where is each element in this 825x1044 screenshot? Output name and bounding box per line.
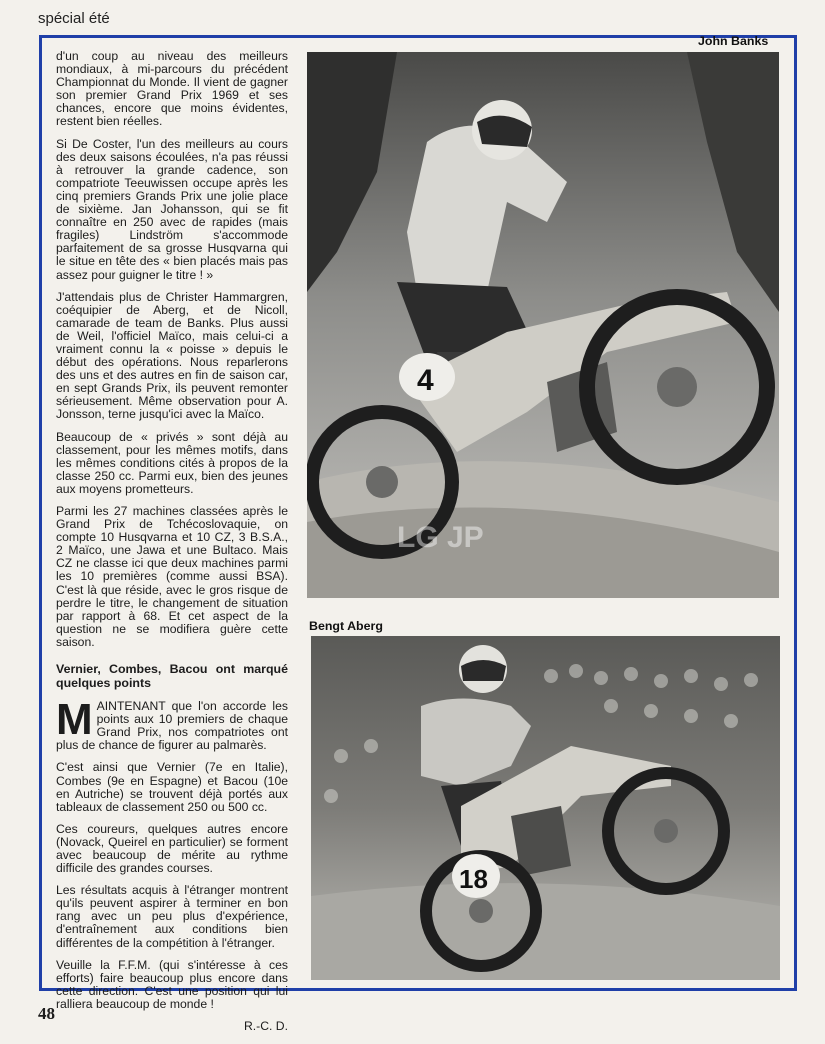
- paragraph: Si De Coster, l'un des meilleurs au cours des deux saisons écoulées, n'a pas réussi à retrouver la grande cadence, son compatriote Teeuwissen occupe après les cinq premiers Grands Prix une jolie place de sixième. Jan Johansson, qui se fit connaître en 250 avec de rapides (mais fragiles) Lindström s'accommode parfaitement de sa grosse Husqvarna qui le situe en tête des « bien placés mais pas assez pour guigner le titre ! »: [56, 136, 288, 282]
- paragraph: Parmi les 27 machines classées après le Grand Prix de Tchécoslovaquie, on compte 10 Husqvarna et 10 CZ, 3 B.S.A., 2 Maïco, une Jawa et une Bultaco. Mais CZ ne classe ici que deux machines parmi les 10 premières (comme aussi BSA). C'est là que réside, avec le gros risque de perdre le titre, le changement de situation par rapport à 68. Et cet aspect de la question ne se modifiera guère cette saison.: [56, 504, 288, 649]
- race-number-top: 4: [417, 364, 434, 397]
- author-signature: R.-C. D.: [243, 1019, 288, 1033]
- watermark: LG JP: [397, 521, 484, 554]
- paragraph: Ces coureurs, quelques autres encore (Novack, Queirel en particulier) se forment avec beaucoup de mérite au rythme difficile des grandes courses.: [56, 821, 288, 876]
- photo-caption-top: John Banks: [698, 34, 769, 48]
- photo-bengt-aberg: [311, 636, 780, 980]
- page-number: 48: [38, 1004, 55, 1023]
- drop-cap: M: [56, 695, 93, 745]
- race-number-bottom: 18: [459, 864, 488, 894]
- paragraph: Veuille la F.F.M. (qui s'intéresse à ces efforts) faire beaucoup plus encore dans cette direction. C'est une position qui lui ralliera beaucoup de monde !: [56, 957, 288, 1011]
- paragraph: Beaucoup de « privés » sont déjà au classement, pour les mêmes motifs, dans les mêmes conditions cités à propos de la classe 250 cc. Parmi eux, bien des jeunes aux moyens prometteurs.: [56, 429, 288, 496]
- paragraph: d'un coup au niveau des meilleurs mondiaux, à mi-parcours du précédent Championnat du Monde. Il vient de gagner son premier Grand Prix 1969 et ses chances, encore que moins évidentes, restent bien réelles.: [56, 49, 288, 129]
- photo-caption-bottom: Bengt Aberg: [309, 619, 383, 633]
- paragraph: C'est ainsi que Vernier (7e en Italie), Combes (9e en Espagne) et Bacou (10e en Autriche) se trouvent déjà portés aux tableaux de classement 250 ou 500 cc.: [56, 760, 288, 814]
- motocross-photo-top: [307, 52, 779, 598]
- photo-john-banks: [307, 52, 779, 598]
- paragraph: J'attendais plus de Christer Hammargren, coéquipier de Aberg, et de Nicoll, camarade de team de Banks. Plus aussi de Weil, l'officiel Maïco, mais celui-ci a vraiment connu la « poisse » depuis le début des opérations. Nous reparlerons des uns et des autres en fin de saison car, en sept Grands Prix, ils peuvent remonter sérieusement. Même observation pour A. Jonsson, terne jusqu'ici avec la Maïco.: [56, 289, 288, 422]
- subheading: Vernier, Combes, Bacou ont marqué quelques points: [56, 662, 288, 690]
- paragraph: Les résultats acquis à l'étranger montrent qu'ils peuvent aspirer à terminer en bon rang avec un peu plus d'expérience, d'entraînement aux conditions bien différentes de la compétition à l'étranger.: [56, 883, 288, 950]
- motocross-photo-bottom: [311, 636, 780, 980]
- paragraph: [56, 695, 288, 753]
- paragraph-text: AINTENANT que l'on accorde les points aux 10 premiers de chaque Grand Prix, nos compatriotes ont plus de chance de figurer au palmarès.: [56, 699, 288, 753]
- article-column: [56, 50, 288, 1042]
- section-label: spécial été: [38, 10, 110, 27]
